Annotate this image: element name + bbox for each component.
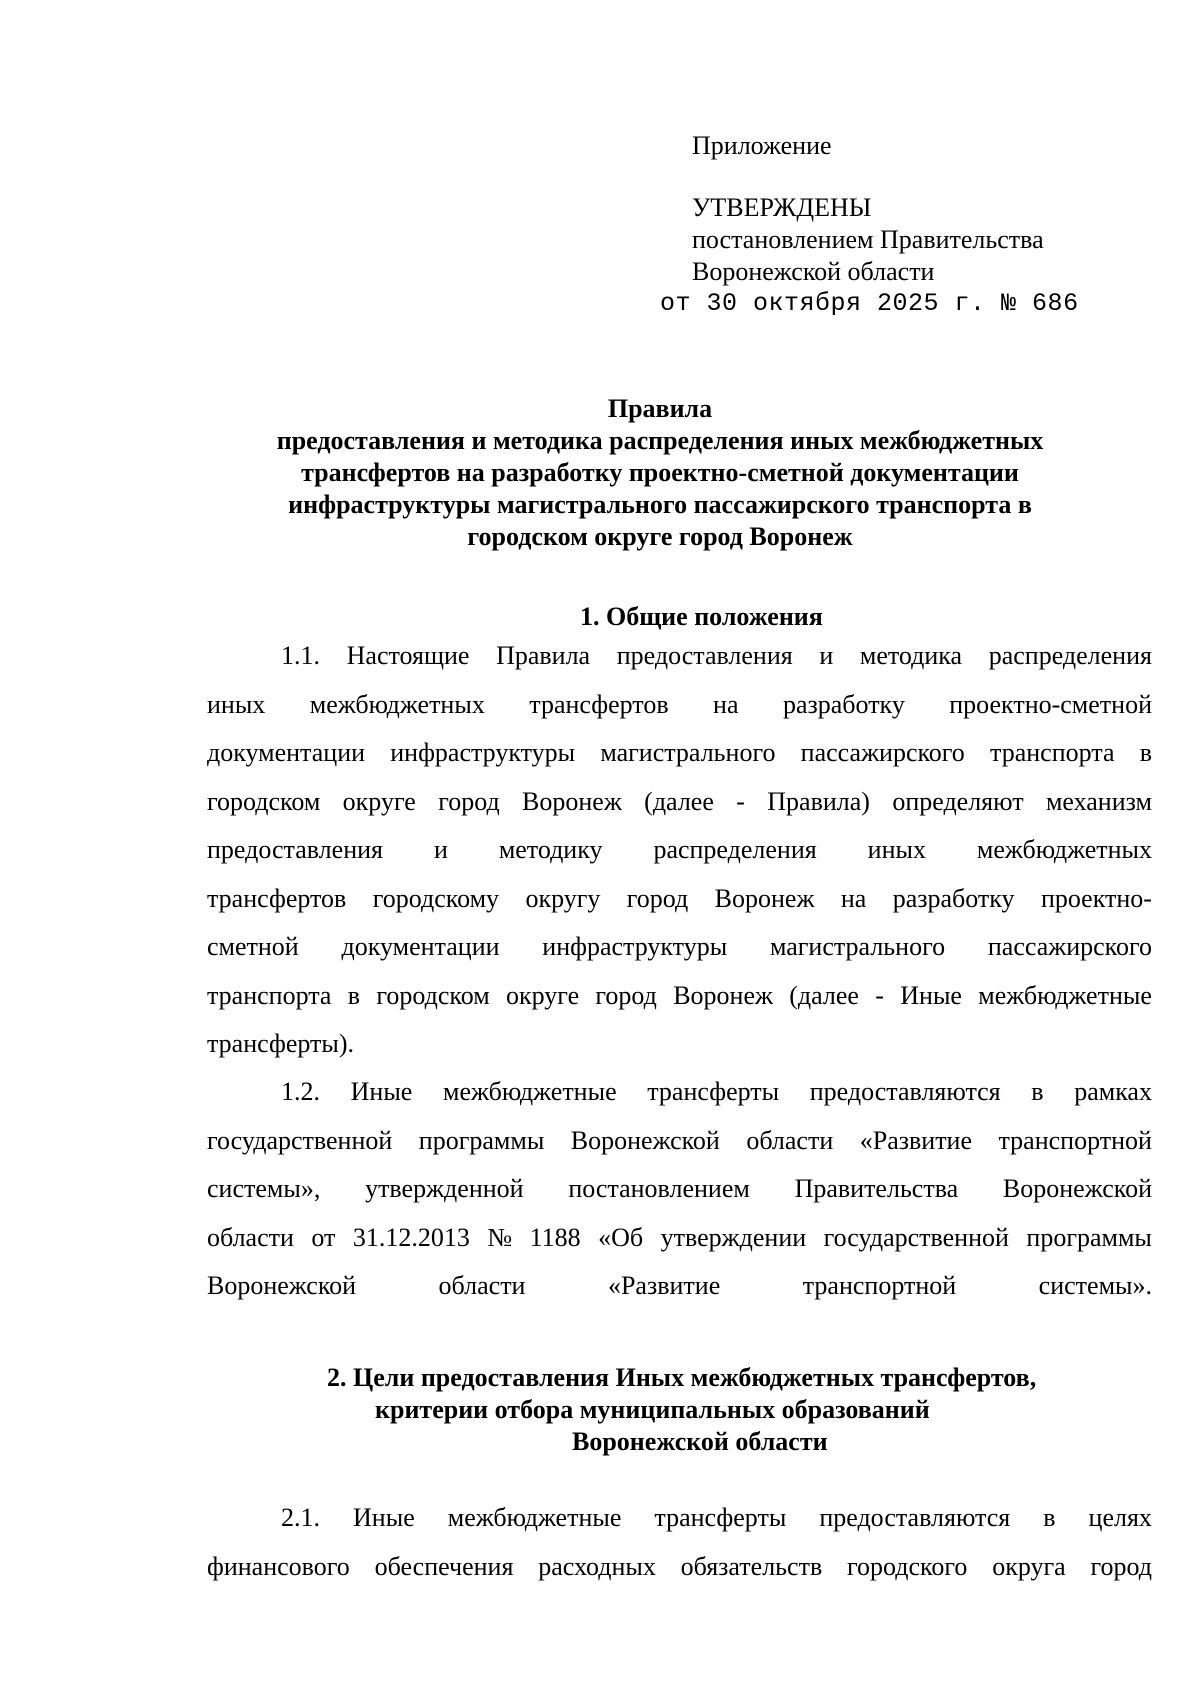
word: предоставляются [819,1503,1011,1532]
approval-date-number: от 30 октября 2025 г. № 686 [660,289,1079,318]
word: документации [341,932,500,961]
word: утвержденной [365,1174,524,1203]
word: распределения [988,641,1152,670]
word: инфраструктуры [542,932,728,961]
paragraph-line [207,1068,1152,1117]
document-title [210,393,1110,553]
word: - [875,980,884,1010]
word: иных [207,689,266,719]
paragraph-line [207,729,1152,778]
word: в [1031,1077,1044,1106]
paragraph-line [207,778,1152,827]
word: системы», [207,1174,321,1203]
word: Правила [496,641,591,670]
word: от [311,1222,336,1252]
word: Иные [353,1503,415,1532]
word: государственной [207,1125,393,1155]
word: город [595,980,657,1010]
word: транспорта [990,738,1115,767]
word: области [746,1125,834,1155]
word: определяют [892,786,1024,816]
word: округе [505,980,580,1010]
word: город [1090,1551,1152,1581]
word: городском [376,980,490,1010]
word: на [713,689,739,719]
paragraph-line [207,1117,1152,1166]
title-line-2: трансфертов на разработку проектно-сметной документации [301,458,1019,487]
word: межбюджетные [978,980,1152,1010]
word: обязательств [680,1551,823,1581]
word: межбюджетных [309,689,485,719]
word: Правительства [794,1174,959,1203]
word: 1.2. [281,1077,320,1106]
word: на [840,883,867,913]
title-word: Правила [607,394,713,423]
word: методика [859,641,963,670]
spacer [692,162,1079,192]
title-line-1: предоставления и методика распределения иных межбюджетных [276,426,1044,455]
section-2-heading-line-1: 2. Цели предоставления Иных межбюджетных трансфертов, [327,1363,1037,1392]
paragraph-1-1 [207,632,1152,1069]
word: 31.12.2013 [352,1222,470,1252]
word: Иные [350,1077,413,1106]
word: «Об [598,1222,644,1252]
word: город [438,786,500,816]
word: целях [1088,1503,1152,1532]
word: разработку [782,689,905,719]
word: городскому [372,883,500,913]
title-line-3: инфраструктуры магистрального пассажирского транспорта в [288,490,1032,519]
word: «Развитие [859,1125,973,1155]
word: (далее [644,786,714,816]
word: инфраструктуры [390,738,576,767]
word: межбюджетные [447,1503,622,1532]
word: - [736,786,745,816]
word: округе [342,786,416,816]
word: иных [867,835,926,864]
title-line-4: городском округе город Воронеж [467,522,853,551]
word: методику [498,835,603,864]
paragraph-line [207,826,1152,875]
paragraph-last-line: Воронежской области «Развитие транспортной системы». [207,1271,1152,1300]
appendix-label: Приложение [692,131,832,160]
paragraph-line [207,972,1152,1021]
paragraph-last-line: трансферты). [207,1029,355,1058]
word: предоставления [616,641,793,670]
word: 2.1. [281,1503,320,1532]
word: механизм [1045,786,1152,816]
word: рамках [1074,1077,1152,1106]
approval-line-1: постановлением Правительства [692,225,1044,254]
paragraph-line [207,1214,1152,1263]
paragraph-line [207,923,1152,972]
word: предоставляются [809,1077,1001,1106]
word: Воронеж [673,980,773,1010]
word: 1.1. [281,641,320,670]
word: Правила) [767,786,870,816]
word: в [1139,738,1152,767]
word: Воронеж [714,883,815,913]
word: городском [207,786,321,816]
word: межбюджетных [976,835,1152,864]
word: транспортной [998,1125,1152,1155]
word: разработку [892,883,1015,913]
word: утверждении [660,1222,807,1252]
word: предоставления [207,835,383,864]
word: распределения [653,835,817,864]
paragraph-1-2 [207,1068,1152,1311]
approval-line-2: Воронежской области [692,257,935,286]
word: программы [1026,1222,1152,1252]
approval-block [660,130,1079,320]
word: области [207,1222,294,1252]
word: округа [992,1551,1066,1581]
section-1-heading: 1. Общие положения [580,602,823,631]
paragraph-2-1 [207,1494,1152,1591]
paragraph-line [207,1165,1152,1214]
word: магистрального [769,932,946,961]
paragraph-line [207,875,1152,924]
word: Воронежской [570,1125,720,1155]
word: Настоящие [346,641,470,670]
word: межбюджетные [442,1077,617,1106]
word: сметной [207,932,299,961]
word: трансфертов [529,689,669,719]
word: проектно-сметной [949,689,1152,719]
word: магистрального [600,738,776,767]
word: городского [847,1551,968,1581]
word: город [626,883,689,913]
word: Иные [900,980,962,1010]
word: документации [207,738,366,767]
word: в [1043,1503,1056,1532]
word: трансфертов [207,883,347,913]
word: постановлением [568,1174,750,1203]
word: расходных [538,1551,656,1581]
paragraph-line [207,632,1152,681]
paragraph-line [207,681,1152,730]
word: и [819,641,834,670]
word: (далее [789,980,859,1010]
word: и [433,835,448,864]
word: № [487,1222,513,1252]
paragraph-line [207,1494,1152,1543]
section-2-heading-line-2: критерии отбора муниципальных образований [375,1395,930,1424]
word: государственной [823,1222,1009,1252]
word: транспорта [207,980,332,1010]
word: обеспечения [374,1551,514,1581]
section-2-heading-line-3: Воронежской области [572,1427,828,1456]
word: Воронеж [522,786,622,816]
word: 1188 [529,1222,581,1252]
word: финансового [207,1551,350,1581]
word: пассажирского [987,932,1152,961]
word: программы [418,1125,545,1155]
word: трансферты [654,1503,787,1532]
word: Воронежской [1002,1174,1152,1203]
word: округу [525,883,601,913]
word: трансферты [647,1077,780,1106]
word: проектно- [1040,883,1152,913]
word: пассажирского [800,738,965,767]
paragraph-line [207,1543,1152,1592]
approved-label: УТВЕРЖДЕНЫ [692,193,872,222]
word: в [347,980,361,1010]
